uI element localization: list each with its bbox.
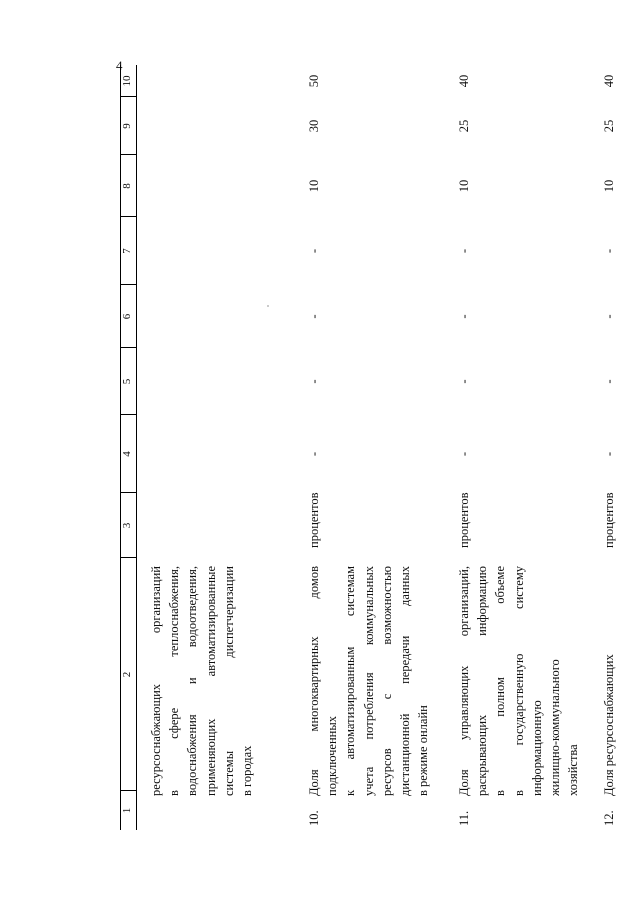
- indicator-name-line: дистанционной передачи данных: [398, 566, 413, 796]
- value-col-8: 10: [457, 179, 471, 193]
- value-col-7: -: [307, 248, 321, 254]
- indicator-name-line: ресурсоснабжающих организаций: [149, 566, 163, 796]
- indicator-name-line: хозяйства: [566, 744, 581, 796]
- header-cell-3: 3: [121, 522, 133, 529]
- indicator-table: [120, 65, 616, 830]
- value-col-9: 25: [457, 119, 471, 133]
- value-col-5: -: [307, 379, 321, 384]
- value-col-5: -: [457, 379, 471, 384]
- row-number: 10.: [307, 810, 321, 826]
- header-cell-9: 9: [121, 123, 133, 129]
- value-col-7: -: [457, 248, 471, 254]
- header-cell-8: 8: [121, 183, 133, 189]
- header-cell-6: 6: [121, 313, 133, 320]
- value-col-8: 10: [602, 179, 616, 193]
- header-cell-1: 1: [121, 807, 133, 814]
- row-number: 12.: [602, 810, 616, 826]
- indicator-name-line: применяющих автоматизированные: [203, 566, 218, 796]
- indicator-name: [147, 566, 256, 796]
- value-col-10: 40: [457, 74, 471, 88]
- indicator-name-line: жилищно-коммунального: [548, 659, 563, 796]
- value-col-9: 30: [307, 119, 321, 133]
- indicator-name-line: в полном объеме: [493, 566, 508, 796]
- indicator-name: [305, 566, 432, 796]
- value-col-10: 40: [602, 74, 616, 88]
- indicator-name-line: в государственную систему: [511, 566, 526, 796]
- header-cell-10: 10: [121, 75, 133, 87]
- value-col-6: -: [307, 314, 321, 319]
- indicator-name: [600, 566, 618, 796]
- header-cell-4: 4: [121, 451, 133, 457]
- indicator-name-line: к автоматизированным системам: [343, 566, 358, 796]
- indicator-name-line: раскрывающих информацию: [475, 566, 490, 796]
- indicator-name: [455, 566, 582, 796]
- value-col-4: -: [602, 451, 616, 457]
- value-col-6: -: [602, 314, 616, 319]
- value-col-10: 50: [307, 74, 321, 88]
- page-number: 4: [116, 58, 123, 73]
- indicator-name-line: ресурсов с возможностью: [379, 566, 394, 796]
- value-col-4: -: [457, 451, 471, 457]
- indicator-name-line: Доля управляющих организаций,: [457, 566, 471, 796]
- header-cell-5: 5: [121, 378, 133, 385]
- unit-of-measure: процентов: [307, 492, 321, 548]
- value-col-7: -: [602, 248, 616, 254]
- header-cell-7: 7: [121, 248, 133, 254]
- unit-of-measure: процентов: [457, 492, 471, 548]
- value-col-9: 25: [602, 119, 616, 133]
- value-col-5: -: [602, 379, 616, 384]
- indicator-name-line: в городах: [240, 745, 255, 796]
- indicator-name-line: Доля ресурсоснабжающих: [602, 654, 616, 796]
- indicator-name-line: в сфере теплоснабжения,: [167, 566, 182, 796]
- indicator-name-line: учета потребления коммунальных: [361, 566, 376, 796]
- value-col-6: -: [457, 314, 471, 319]
- header-cell-2: 2: [121, 671, 133, 678]
- indicator-name-line: в режиме онлайн: [416, 705, 431, 796]
- value-col-8: 10: [307, 179, 321, 193]
- indicator-name-line: подключенных: [325, 716, 340, 796]
- indicator-name-line: системы диспетчеризации: [221, 566, 236, 796]
- row-number: 11.: [457, 810, 471, 826]
- table-header-border: [136, 65, 137, 830]
- indicator-name-line: информационную: [529, 700, 544, 796]
- indicator-name-line: водоснабжения и водоотведения,: [185, 566, 200, 796]
- indicator-name-line: Доля многоквартирных домов: [307, 566, 321, 796]
- value-col-4: -: [307, 451, 321, 457]
- unit-of-measure: процентов: [602, 492, 616, 548]
